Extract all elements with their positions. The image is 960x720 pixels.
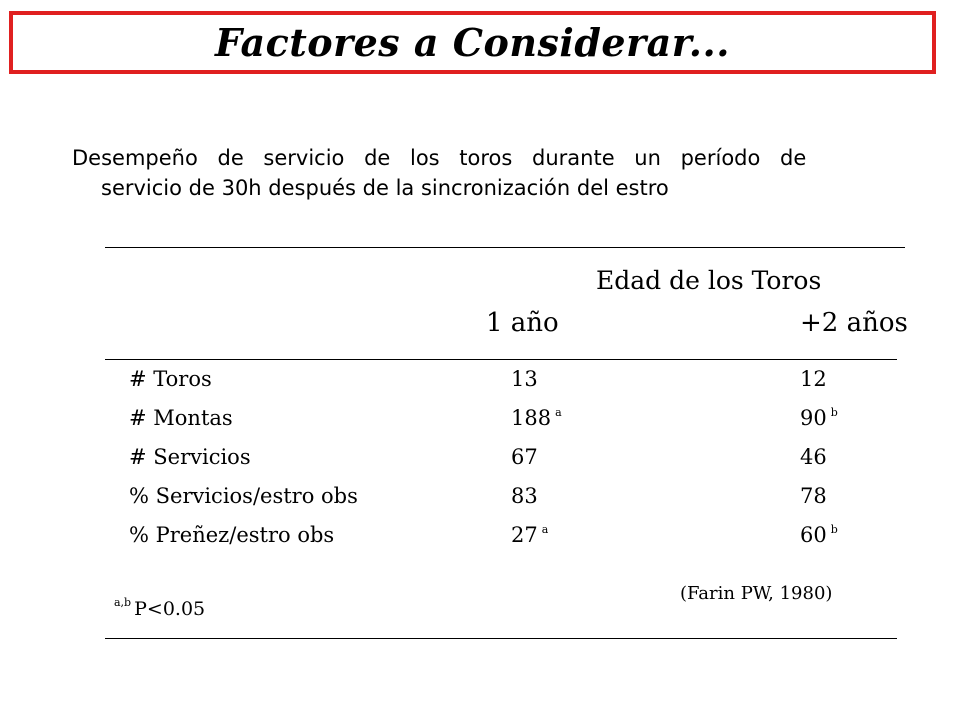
cell-2-anios: 46 [800,445,827,469]
footnote-marker: a,b [114,596,132,609]
table-row [0,367,960,397]
cell-2-anios: 12 [800,367,827,391]
table-row [0,484,960,514]
table-row [0,523,960,553]
table-group-header: Edad de los Toros [596,266,822,295]
row-label: % Preñez/estro obs [129,523,335,547]
source-citation: (Farin PW, 1980) [680,583,833,604]
slide-title: Factores a Considerar... [215,20,730,65]
cell-2-anios: 60 $^b$ [800,523,838,547]
description-line-1: Desempeño de servicio de los toros durante un período de [72,146,807,170]
row-label: # Servicios [129,445,251,469]
row-label: # Toros [129,367,212,391]
cell-1-anio: 27 $^a$ [511,523,549,547]
cell-2-anios: 90 $^b$ [800,406,838,430]
row-label: # Montas [129,406,233,430]
row-label: % Servicios/estro obs [129,484,358,508]
column-header-1: 1 año [486,308,559,338]
column-header-2: +2 años [800,308,908,338]
cell-1-anio: 83 [511,484,538,508]
table-header-rule [105,359,897,360]
significance-footnote [114,596,205,620]
title-box [9,11,936,74]
table-row [0,445,960,475]
footnote-text: P<0.05 [134,598,206,620]
cell-1-anio: 188 $^a$ [511,406,562,430]
table-top-rule [105,247,905,248]
table-row [0,406,960,436]
cell-2-anios: 78 [800,484,827,508]
cell-1-anio: 67 [511,445,538,469]
description-line-2: servicio de 30h después de la sincronización del estro [101,176,669,200]
cell-1-anio: 13 [511,367,538,391]
table-bottom-rule [105,638,897,639]
description [72,143,910,203]
